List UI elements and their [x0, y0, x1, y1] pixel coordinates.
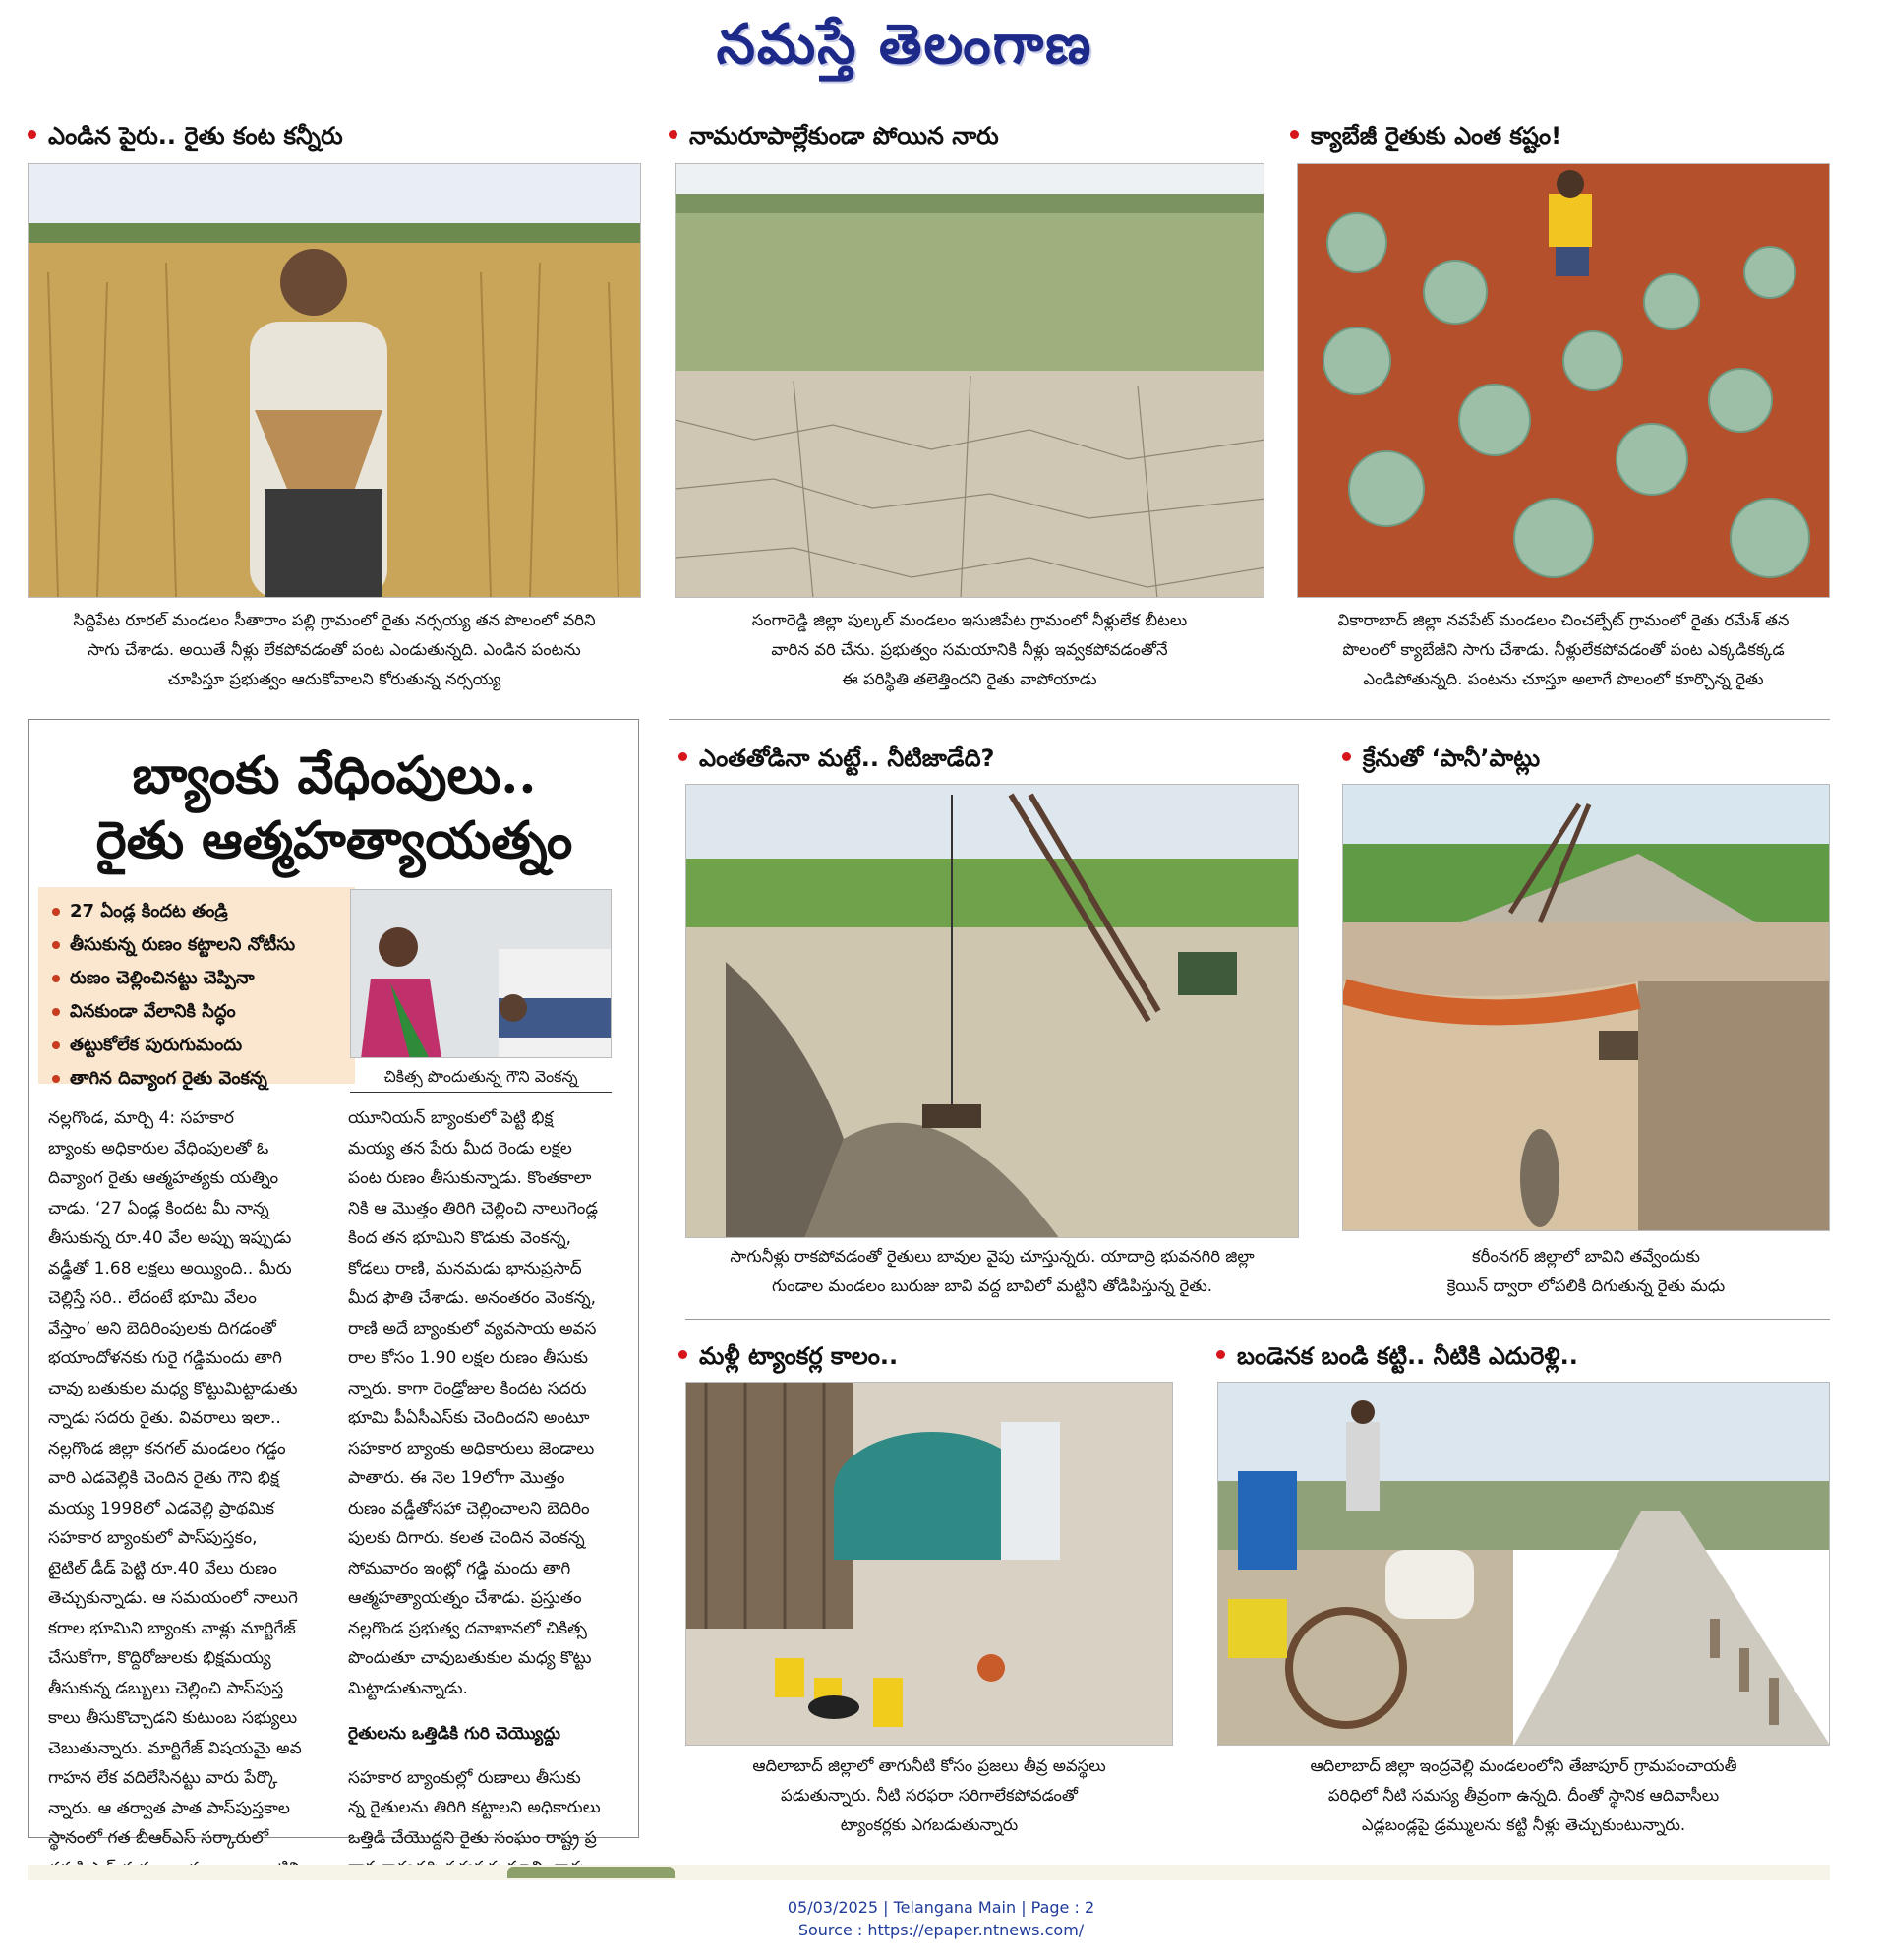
photo-cabbage-field — [1297, 163, 1830, 598]
headline-text: క్రేనుతో ‘పానీ’పాట్లు — [1363, 744, 1541, 772]
highlight-item-cont: తీసుకున్న రుణం కట్టాలని నోటీసు — [52, 928, 347, 962]
photo-farmer-dry-crop — [28, 163, 641, 598]
headline-dry-crop — [28, 121, 343, 150]
photo-well-crane — [685, 784, 1299, 1238]
headline-text: బండెనక బండి కట్టి.. నీటికి ఎదురెళ్లి.. — [1237, 1342, 1578, 1370]
highlight-item: 27 ఏండ్ల కిందట తండ్రి — [52, 895, 347, 928]
story-highlights — [38, 887, 355, 1089]
story-column-2: యూనియన్ బ్యాంకులో పెట్టి భిక్ష మయ్య తన పేరు మీద రెండు లక్షల పంట రుణం తీసుకున్నాడు. కొంతకాలా నికి ఆ మొత్తం తిరిగి చెల్లించి నాలుగెండ్ల కింద తన భూమిని కొడుకు వెంకన్న, కోడలు రాణి, మనమడు భానుప్రసాద్ మీద ఫౌతి చేశాడు. అనంతరం వెంకన్న, రాణి అదే బ్యాంకులో వ్యవసాయ అవస రాల కోసం 1.90 లక్షల రుణం తీసుకు న్నారు. కాగా రెండ్రోజుల కిందట సదరు భూమి పీఏసీఎస్‌కు చెందిందని అంటూ సహకార బ్యాంకు అధికారులు జెండాలు పాతారు. ఈ నెల 19లోగా మొత్తం రుణం వడ్డీతోసహా చెల్లించాలని బెదిరిం పులకు దిగారు. కలత చెందిన వెంకన్న సోమవారం ఇంట్లో గడ్డి మందు తాగి ఆత్మహత్యాయత్నం చేశాడు. ప్రస్తుతం నల్లగొండ ప్రభుత్వ దవాఖానలో చికిత్స పొందుతూ చావుబతుకుల మధ్య కొట్టు మిట్టాడుతున్నాడు. రైతులను ఒత్తిడికి గురి చెయ్యొద్దు సహకార బ్యాంకుల్లో రుణాలు తీసుకు న్న రైతులను తిరిగి కట్టాలని అధికారులు ఒత్తిడి చేయొద్దని రైతు సంఘం రాష్ట్ర ప్ర — [348, 1103, 625, 1883]
caption-crane-well: కరీంనగర్ జిల్లాలో బావిని తవ్వేందుకు క్రెయిన్ ద్వారా లోపలికి దిగుతున్న రైతు మధు — [1446, 1247, 1726, 1295]
headline-text: ఎంతతోడినా మట్టే.. నీటిజాడేది? — [699, 744, 995, 772]
story-column-1: నల్లగొండ, మార్చి 4: సహకార బ్యాంకు అధికారుల వేధింపులతో ఓ దివ్యాంగ రైతు ఆత్మహత్యకు యత్నిం చాడు. ‘27 ఏండ్ల కిందట మీ నాన్న తీసుకున్న రూ.40 వేల అప్పు ఇప్పుడు వడ్డీతో 1.68 లక్షలు అయ్యింది.. మీరు చెల్లిస్తే సరి.. లేదంటే భూమి వేలం వేస్తాం’ అని బెదిరింపులకు దిగడంతో భయాందోళనకు గురై గడ్డిమందు తాగి చావు బతుకుల మధ్య కొట్టుమిట్టాడుతు న్నాడు సదరు రైతు. వివరాలు ఇలా.. నల్లగొండ జిల్లా కనగల్ మండలం గడ్డం వారి ఎడవెల్లికి చెందిన రైతు గౌని భిక్ష మయ్య 1998లో ఎడవెల్లి ప్రాథమిక సహకార బ్యాంకులో పాస్‌పుస్తకం, టైటిల్ డీడ్ పెట్టి రూ.40 వేలు రుణం తెచ్చుకున్నాడు. ఆ సమయంలో నాలుగె కరాల భూమిని బ్యాంకు వాళ్లు మార్టిగేజ్ చేసుకోగా, కొద్దిరోజులకు భిక్షమయ్య తీసుకున్న డబ్బులు చెల్లించి పాస్‌పుస్త కాలు తీసుకొచ్చాడని కుటుంబ సభ్యులు చెబుతున్నారు. మార్టిగేజ్ విషయమై అవ గాహన లేక వదిలేసినట్టు వారు పేర్కొ న్నారు. ఆ తర్వాత పాత పాస్‌పుస్తకాల స్థానంలో గత బీఆర్‌ఎస్ సర్కారులో — [48, 1108, 302, 1848]
photo-crane-well — [1342, 784, 1830, 1231]
footer-date-edition: 05/03/2025 | Telangana Main | Page : 2 — [787, 1898, 1095, 1917]
masthead: నమస్తే తెలంగాణ — [716, 12, 1093, 77]
bottom-strip — [28, 1865, 1830, 1880]
headline-seedlings — [669, 121, 999, 150]
headline-crane-water — [1342, 743, 1540, 773]
headline-text: నామరూపాల్లేకుండా పోయిన నారు — [689, 122, 999, 149]
divider — [685, 1319, 1830, 1320]
bottom-strip-image — [507, 1867, 675, 1878]
story-subhead: రైతులను ఒత్తిడికి గురి చెయ్యొద్దు — [348, 1724, 561, 1744]
footer-source-link[interactable]: Source : https://epaper.ntnews.com/ — [797, 1921, 1085, 1939]
headline-well-digging — [678, 743, 994, 773]
photo-caption: చికిత్స పొందుతున్న గౌని వెంకన్న — [383, 1067, 578, 1086]
caption-bullock-carts: ఆదిలాబాద్ జిల్లా ఇంద్రవెల్లి మండలంలోని తేజాపూర్ గ్రామపంచాయతీ పరిధిలో నీటి సమస్య తీవ్రంగా ఉన్నది. దీంతో స్థానిక ఆదివాసీలు ఎడ్లబండ్లపై డ్రమ్ములను కట్టి నీళ్లు తెచ్చుకుంటున్నారు. — [1310, 1756, 1737, 1834]
bullet-icon — [678, 752, 687, 761]
story-title-line1: బ్యాంకు వేధింపులు.. — [132, 745, 537, 805]
caption-dry-crop: సిద్దిపేట రూరల్ మండలం సీతారాం పల్లి గ్రామంలో రైతు నర్సయ్య తన పొలంలో వరిని సాగు చేశాడు. అయితే నీళ్లు లేకపోవడంతో పంట ఎండుతున్నది. ఎండిన పంటను చూపిస్తూ ప్రభుత్వం ఆదుకోవాలని కోరుతున్న నర్సయ్య — [73, 611, 596, 688]
photo-bullock-carts — [1217, 1382, 1830, 1746]
bullet-icon — [669, 130, 677, 139]
caption-underline — [350, 1092, 612, 1093]
headline-text: క్యాబేజీ రైతుకు ఎంత కష్టం! — [1311, 122, 1562, 149]
headline-tankers — [678, 1341, 898, 1371]
headline-text: ఎండిన పైరు.. రైతు కంట కన్నీరు — [48, 122, 343, 149]
caption-well-crane: సాగునీళ్లు రాకపోవడంతో రైతులు బావుల వైపు చూస్తున్నరు. యాదాద్రి భువనగిరి జిల్లా గుండాల మండలం బురుజు బావి వద్ద బావిలో మట్టిని తోడిపిస్తున్న రైతు. — [730, 1247, 1255, 1295]
headline-text: మళ్లీ ట్యాంకర్ల కాలం.. — [699, 1342, 899, 1370]
caption-cracked-field: సంగారెడ్డి జిల్లా పుల్కల్ మండలం ఇసుజిపేట గ్రామంలో నీళ్లులేక బీటలు వారిన వరి చేను. ప్రభుత్వం సమయానికి నీళ్లు ఇవ్వకపోవడంతోనే ఈ పరిస్థితి తలెత్తిందని రైతు వాపోయాడు — [751, 611, 1188, 688]
headline-bullock-carts — [1216, 1341, 1578, 1371]
highlight-item-cont: వినకుండా వేలానికి సిద్ధం — [52, 995, 347, 1029]
divider — [669, 719, 1830, 720]
bullet-icon — [678, 1350, 687, 1359]
highlight-item: రుణం చెల్లించినట్టు చెప్పినా — [52, 962, 347, 995]
story-title-line2: రైతు ఆత్మహత్యాయత్నం — [95, 810, 573, 870]
photo-water-tanker — [685, 1382, 1173, 1746]
bullet-icon — [1290, 130, 1299, 139]
highlight-item: తట్టుకోలేక పురుగుమందు — [52, 1029, 347, 1062]
caption-water-tanker: ఆదిలాబాద్ జిల్లాలో తాగునీటి కోసం ప్రజలు తీవ్ర అవస్థలు పడుతున్నారు. నీటి సరఫరా సరిగాలేకపోవడంతో ట్యాంకర్లకు ఎగబడుతున్నారు — [752, 1756, 1106, 1834]
photo-hospital-patient — [350, 889, 612, 1058]
highlight-item-cont: తాగిన దివ్యాంగ రైతు వెంకన్న — [52, 1062, 347, 1096]
bullet-icon — [1342, 752, 1351, 761]
bullet-icon — [28, 130, 36, 139]
bullet-icon — [1216, 1350, 1225, 1359]
caption-cabbage-field: వికారాబాద్ జిల్లా నవపేట్ మండలం చించల్పేట్ గ్రామంలో రైతు రమేశ్ తన పొలంలో క్యాబేజీని సాగు చేశాడు. నీళ్లులేకపోవడంతో పంట ఎక్కడికక్కడ ఎండిపోతున్నది. పంటను చూస్తూ అలాగే పొలంలో కూర్చొన్న రైతు — [1337, 611, 1790, 688]
headline-cabbage — [1290, 121, 1561, 150]
main-story — [28, 719, 639, 1848]
photo-cracked-field — [675, 163, 1264, 598]
